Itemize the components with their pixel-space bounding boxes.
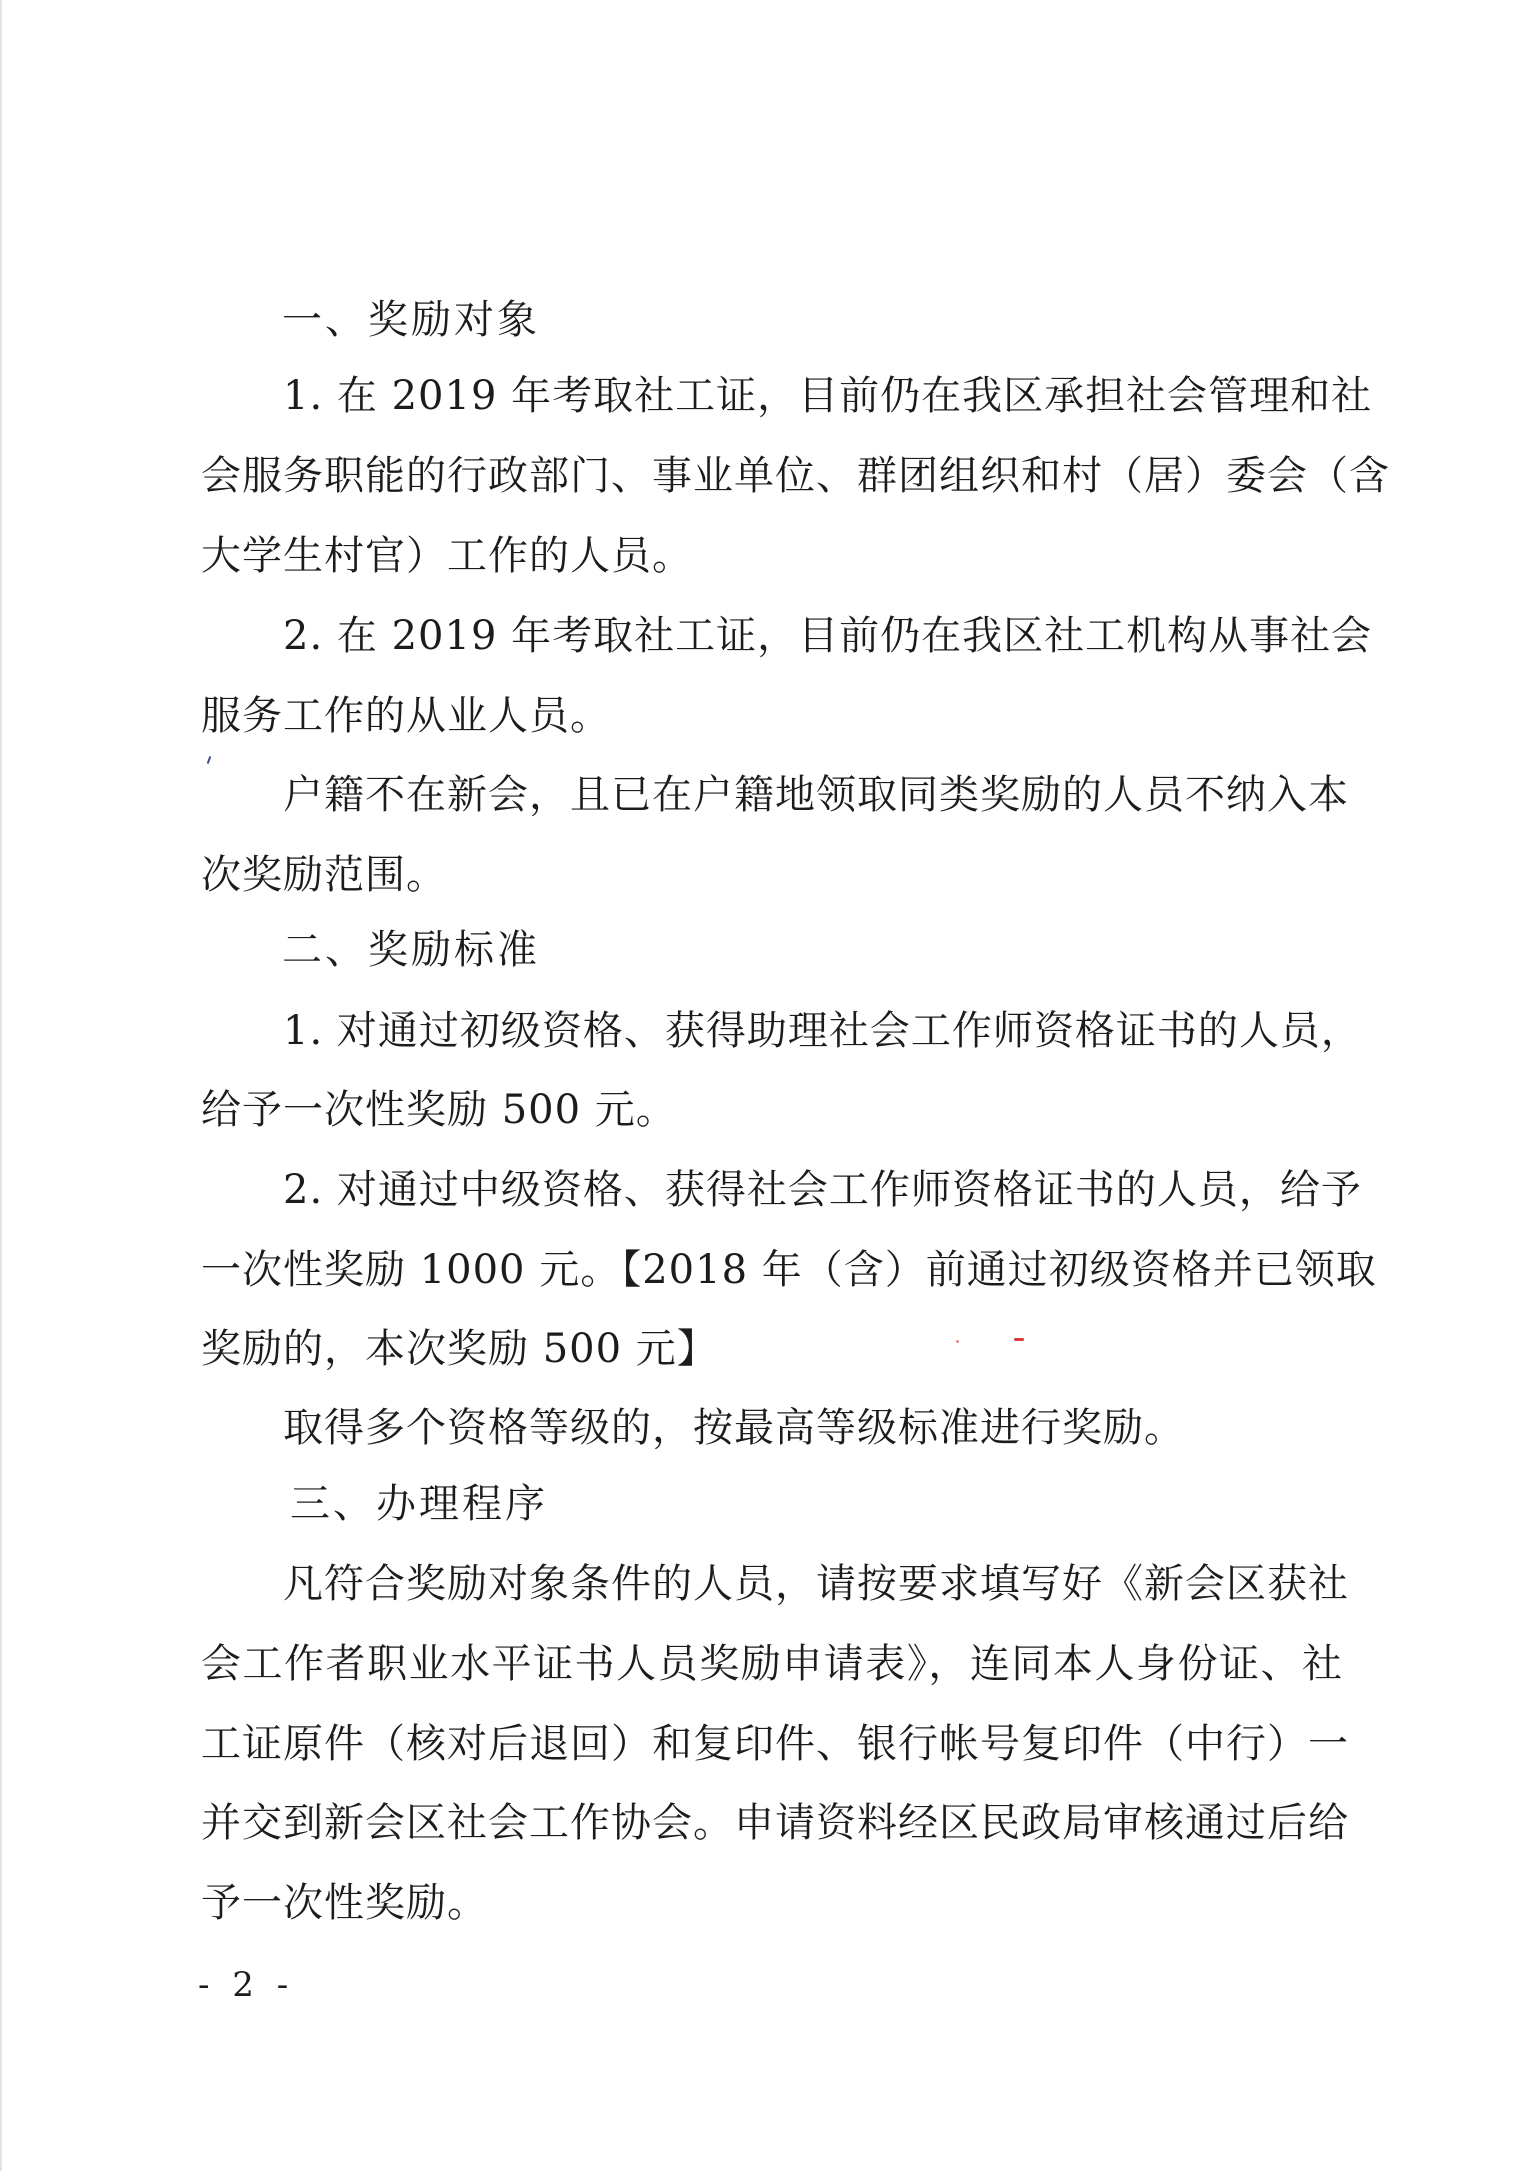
s3-p1-line-2: 会工作者职业水平证书人员奖励申请表》，连同本人身份证、社: [201, 1641, 1343, 1687]
s1-p1-line-3: 大学生村官）工作的人员。: [201, 533, 693, 579]
page-number: - 2 -: [198, 1965, 295, 2005]
s3-p1-line-5: 予一次性奖励。: [201, 1880, 488, 1926]
section-heading-3: 三、办理程序: [290, 1481, 548, 1527]
scan-speck: [207, 756, 212, 764]
s2-p3-line-1: 取得多个资格等级的，按最高等级标准进行奖励。: [283, 1405, 1185, 1451]
scan-speck: [956, 1340, 959, 1343]
scan-speck: [1014, 1338, 1024, 1341]
s2-p1-line-2: 给予一次性奖励 500 元。: [201, 1087, 677, 1133]
s3-p1-line-4: 并交到新会区社会工作协会。申请资料经区民政局审核通过后给: [201, 1800, 1349, 1846]
section-heading-1: 一、奖励对象: [282, 297, 540, 343]
s1-p2-line-2: 服务工作的从业人员。: [201, 693, 611, 739]
section-heading-2: 二、奖励标准: [282, 927, 540, 973]
s2-p2-line-3: 奖励的，本次奖励 500 元】: [201, 1326, 718, 1372]
s1-p2-line-1: 2. 在 2019 年考取社工证，目前仍在我区社工机构从事社会: [283, 613, 1373, 659]
s1-p1-line-1: 1. 在 2019 年考取社工证，目前仍在我区承担社会管理和社: [283, 373, 1373, 419]
s2-p2-line-2: 一次性奖励 1000 元。【2018 年（含）前通过初级资格并已领取: [201, 1247, 1377, 1293]
s1-p1-line-2: 会服务职能的行政部门、事业单位、群团组织和村（居）委会（含: [201, 453, 1390, 499]
s2-p1-line-1: 1. 对通过初级资格、获得助理社会工作师资格证书的人员，: [283, 1008, 1362, 1054]
s1-p3-line-1: 户籍不在新会，且已在户籍地领取同类奖励的人员不纳入本: [283, 772, 1349, 818]
s2-p2-line-1: 2. 对通过中级资格、获得社会工作师资格证书的人员，给予: [283, 1167, 1362, 1213]
s1-p3-line-2: 次奖励范围。: [201, 852, 447, 898]
s3-p1-line-1: 凡符合奖励对象条件的人员，请按要求填写好《新会区获社: [283, 1561, 1349, 1607]
s3-p1-line-3: 工证原件（核对后退回）和复印件、银行帐号复印件（中行）一: [201, 1721, 1349, 1767]
